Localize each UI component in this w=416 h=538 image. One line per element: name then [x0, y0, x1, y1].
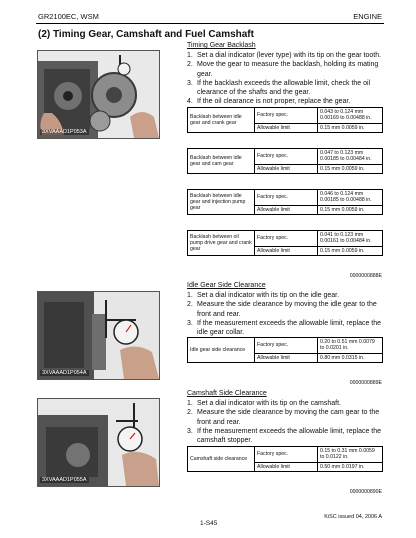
- header-model: GR2100EC, WSM: [38, 12, 99, 21]
- step: 3. If the backlash exceeds the allowable limit, check the oil clearance of the shafts and the gear.: [187, 79, 371, 97]
- photo-caption: 3XVAAAD1P054A: [42, 370, 87, 376]
- step: 1. Set a dial indicator with its tip on the camshaft.: [187, 400, 341, 407]
- idle-gear-steps: [187, 291, 383, 337]
- spec-table: Backlash between idle gear and injection pump gear Factory spec. 0.046 to 0.124 mm 0.00185 to 0.00488 in. Allowable limit 0.15 mm 0.0059 in.: [187, 189, 383, 215]
- page-number: 1-S45: [200, 520, 218, 527]
- idle-gear-photo: [37, 291, 160, 380]
- step: 1. Set a dial indicator (lever type) with its tip on the gear tooth.: [187, 52, 382, 59]
- reference-code: 0000000888E: [349, 273, 382, 279]
- step: 2. Measure the side clearance by moving the idle gear to the front and rear.: [187, 301, 377, 318]
- issue-note: KiSC issued 04, 2006 A: [324, 514, 382, 520]
- spec-table: Backlash between idle gear and crank gear Factory spec. 0.043 to 0.124 mm 0.00169 to 0.00488 in. Allowable limit 0.15 mm 0.0059 in.: [187, 107, 383, 133]
- step: 3. If the measurement exceeds the allowable limit, replace the idle gear collar.: [187, 319, 382, 337]
- spec-table: Idle gear side clearance Factory spec. 0.20 to 0.51 mm 0.0079 to 0.0201 in. Allowable limit 0.80 mm 0.0315 in.: [187, 337, 383, 363]
- timing-gear-steps: [187, 51, 383, 107]
- step: 2. Move the gear to measure the backlash, holding its mating gear.: [187, 61, 379, 78]
- section-title-idle-gear-side-clearance: Idle Gear Side Clearance: [187, 282, 266, 289]
- step: 2. Measure the side clearance by moving the cam gear to the front and rear.: [187, 409, 380, 426]
- header-rule: [36, 23, 384, 24]
- spec-table: Camshaft side clearance Factory spec. 0.15 to 0.31 mm 0.0059 to 0.0122 in. Allowable limit 0.50 mm 0.0197 in.: [187, 446, 383, 472]
- timing-gear-photo: [37, 50, 160, 139]
- reference-code: 0000000889E: [349, 380, 382, 386]
- page-title: (2) Timing Gear, Camshaft and Fuel Camshaft: [38, 29, 254, 40]
- section-title-timing-gear-backlash: Timing Gear Backlash: [187, 42, 256, 49]
- camshaft-photo: [37, 398, 160, 487]
- spec-table: Backlash between oil pump drive gear and crank gear Factory spec. 0.041 to 0.123 mm 0.00161 to 0.00484 in. Allowable limit 0.15 mm 0.0059 in.: [187, 230, 383, 256]
- step: 4. If the oil clearance is not proper, replace the gear.: [187, 98, 351, 106]
- header-section: ENGINE: [353, 12, 382, 21]
- photo-caption: 3XVAAAD1P053A: [42, 129, 87, 135]
- section-title-camshaft-side-clearance: Camshaft Side Clearance: [187, 390, 267, 397]
- step: 1. Set a dial indicator with its tip on the idle gear.: [187, 292, 340, 299]
- spec-table: Backlash between idle gear and cam gear Factory spec. 0.047 to 0.123 mm 0.00185 to 0.00484 in. Allowable limit 0.15 mm 0.0059 in.: [187, 148, 383, 174]
- photo-caption: 3XVAAAD1P055A: [42, 477, 87, 483]
- step: 3. If the measurement exceeds the allowable limit, replace the camshaft stopper.: [187, 427, 382, 445]
- camshaft-steps: [187, 399, 383, 445]
- reference-code: 0000000890E: [349, 489, 382, 495]
